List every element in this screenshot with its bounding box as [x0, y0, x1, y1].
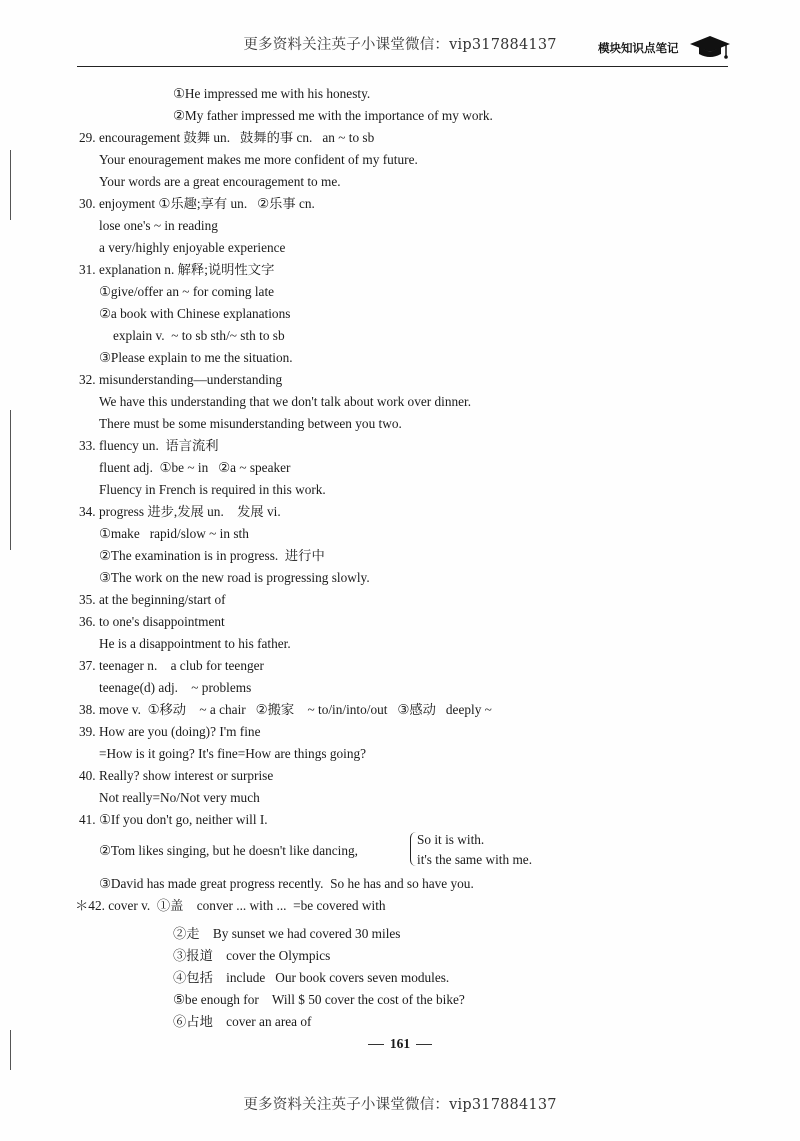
- example-line: ③David has made great progress recently. So he has and so have you.: [99, 876, 474, 891]
- entry-heading: 29. encouragement 鼓舞 un. 鼓舞的事 cn. an ~ to sb: [79, 130, 375, 145]
- example-line: ②The examination is in progress. 进行中: [99, 548, 325, 563]
- entry-heading: 38. move v. ①移动 ~ a chair ②搬家 ~ to/in/into/out ③感动 deeply ~: [79, 702, 492, 717]
- example-line: fluent adj. ①be ~ in ②a ~ speaker: [99, 460, 291, 475]
- entry-heading: 31. explanation n. 解释;说明性文字: [79, 262, 275, 277]
- page-number-row: [0, 1036, 800, 1052]
- example-line: So it is with.: [417, 832, 485, 847]
- example-line: it's the same with me.: [417, 852, 533, 867]
- example-line: We have this understanding that we don't talk about work over dinner.: [99, 394, 472, 409]
- example-line: Your enouragement makes me more confident of my future.: [99, 152, 418, 167]
- entry-heading: 36. to one's disappointment: [79, 614, 225, 629]
- example-line: =How is it going? It's fine=How are things going?: [99, 746, 367, 761]
- example-line: ②Tom likes singing, but he doesn't like dancing,: [99, 843, 358, 858]
- example-line: ②走 By sunset we had covered 30 miles: [173, 926, 401, 941]
- example-line: ①give/offer an ~ for coming late: [99, 284, 275, 299]
- example-line: ⑥占地 cover an area of: [173, 1014, 312, 1029]
- example-line: explain v. ~ to sb sth/~ sth to sb: [113, 328, 285, 343]
- example-line: ②a book with Chinese explanations: [99, 306, 291, 321]
- entry-heading: 34. progress 进步,发展 un. 发展 vi.: [79, 504, 281, 519]
- example-line: ①make rapid/slow ~ in sth: [99, 526, 249, 541]
- example-line: There must be some misunderstanding between you two.: [99, 416, 402, 431]
- example-line: ②My father impressed me with the importance of my work.: [173, 108, 493, 123]
- entry-heading: 32. misunderstanding—understanding: [79, 372, 283, 387]
- dash-left: [368, 1044, 384, 1045]
- example-line: Fluency in French is required in this work.: [99, 482, 326, 497]
- example-line: Your words are a great encouragement to me.: [99, 174, 341, 189]
- entry-heading: 40. Really? show interest or surprise: [79, 768, 274, 783]
- page-number: 161: [389, 1036, 411, 1051]
- dash-right: [416, 1044, 432, 1045]
- entry-heading: 33. fluency un. 语言流利: [79, 438, 219, 453]
- example-line: lose one's ~ in reading: [99, 218, 218, 233]
- entry-heading: 37. teenager n. a club for teenger: [79, 658, 264, 673]
- entry-heading: 41. ①If you don't go, neither will I.: [79, 812, 268, 827]
- example-line: ⑤be enough for Will $ 50 cover the cost of the bike?: [173, 992, 465, 1007]
- entry-heading: 35. at the beginning/start of: [79, 592, 226, 607]
- example-line: He is a disappointment to his father.: [99, 636, 291, 651]
- module-notes-tag: 模块知识点笔记: [598, 41, 679, 55]
- example-line: teenage(d) adj. ~ problems: [99, 680, 252, 695]
- entry-heading: ＊42. cover v. ①盖 conver ... with ... =be covered with: [75, 898, 386, 913]
- example-line: ③Please explain to me the situation.: [99, 350, 293, 365]
- example-line: ④包括 include Our book covers seven modules.: [173, 970, 450, 985]
- example-line: Not really=No/Not very much: [99, 790, 260, 805]
- watermark-bottom: 更多资料关注英子小课堂微信：vip317884137: [243, 1097, 557, 1113]
- entry-heading: 39. How are you (doing)? I'm fine: [79, 724, 261, 739]
- example-line: ③报道 cover the Olympics: [173, 948, 331, 963]
- watermark-top: 更多资料关注英子小课堂微信：vip317884137: [243, 37, 557, 53]
- example-line: a very/highly enjoyable experience: [99, 240, 286, 255]
- example-line: ①He impressed me with his honesty.: [173, 86, 371, 101]
- entry-heading: 30. enjoyment ①乐趣;享有 un. ②乐事 cn.: [79, 196, 315, 211]
- example-line: ③The work on the new road is progressing slowly.: [99, 570, 370, 585]
